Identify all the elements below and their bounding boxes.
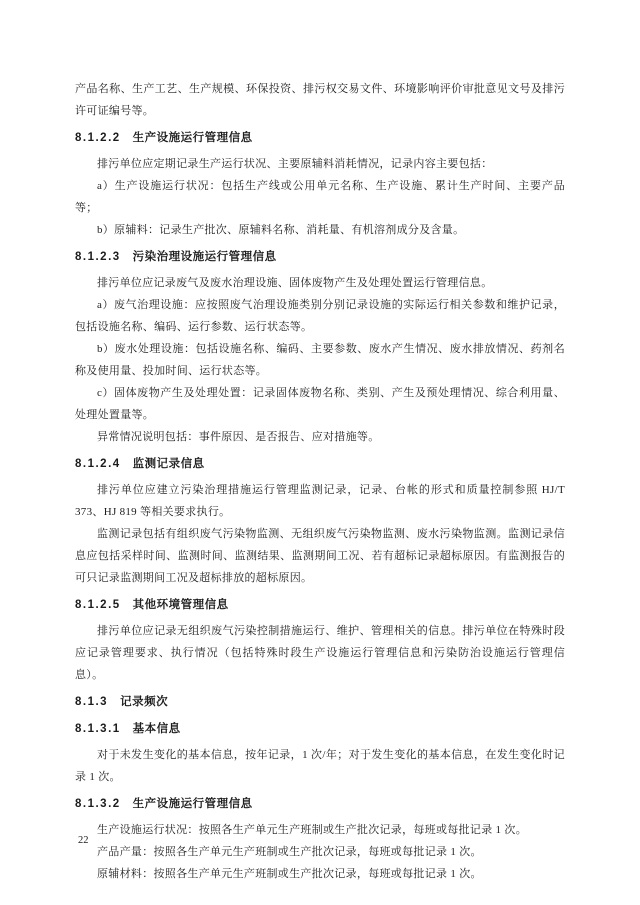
list-item-b: b）废水处理设施：包括设施名称、编码、主要参数、废水产生情况、废水排放情况、药剂名称及使用量、投加时间、运行状态等。	[75, 343, 565, 377]
section-heading-8-1-2-2	[75, 127, 565, 149]
section-heading-8-1-2-4	[75, 453, 565, 475]
paragraph: 排污单位应记录废气及废水治理设施、固体废物产生及处理处置运行管理信息。	[97, 277, 493, 289]
document-body	[75, 78, 565, 885]
section-title: 生产设施运行管理信息	[132, 132, 253, 144]
section-title: 其他环境管理信息	[132, 599, 229, 611]
paragraph-continuation: 产品名称、生产工艺、生产规模、环保投资、排污权交易文件、环境影响评价审批意见文号及排污许可证编号等。	[75, 83, 565, 117]
paragraph: 排污单位应建立污染治理措施运行管理监测记录，记录、台帐的形式和质量控制参照 HJ/T 373、HJ 819 等相关要求执行。	[75, 484, 565, 518]
section-title: 基本信息	[132, 723, 181, 735]
paragraph: 排污单位应定期记录生产运行状况、主要原辅料消耗情况，记录内容主要包括：	[97, 158, 493, 170]
section-title: 生产设施运行管理信息	[132, 798, 253, 810]
section-heading-8-1-3-2	[75, 793, 565, 815]
list-item-a: a）废气治理设施：应按照废气治理设施类别分别记录设施的实际运行相关参数和维护记录，包括设施名称、编码、运行参数、运行状态等。	[75, 299, 565, 333]
section-number: 8.1.2.5	[75, 599, 121, 611]
section-title: 记录频次	[120, 696, 169, 708]
section-title: 监测记录信息	[132, 458, 205, 470]
paragraph: 排污单位应记录无组织废气污染控制措施运行、维护、管理相关的信息。排污单位在特殊时段应记录管理要求、执行情况（包括特殊时段生产设施运行管理信息和污染防治设施运行管理信息）。	[75, 625, 565, 681]
paragraph: 异常情况说明包括：事件原因、是否报告、应对措施等。	[97, 431, 380, 443]
section-title: 污染治理设施运行管理信息	[132, 251, 277, 263]
paragraph: 产品产量：按照各生产单元生产班制或生产批次记录，每班或每批记录 1 次。	[97, 846, 482, 858]
list-item-a: a）生产设施运行状况：包括生产线或公用单元名称、生产设施、累计生产时间、主要产品等；	[75, 180, 565, 214]
section-number: 8.1.3.1	[75, 723, 121, 735]
paragraph: 原辅材料：按照各生产单元生产班制或生产批次记录，每班或每批记录 1 次。	[97, 868, 482, 880]
list-item-c: c）固体废物产生及处理处置：记录固体废物名称、类别、产生及预处理情况、综合利用量、处理处置量等。	[75, 387, 565, 421]
section-heading-8-1-2-5	[75, 594, 565, 616]
section-heading-8-1-3-1	[75, 718, 565, 740]
section-number: 8.1.2.2	[75, 132, 121, 144]
list-item-b: b）原辅料：记录生产批次、原辅料名称、消耗量、有机溶剂成分及含量。	[97, 224, 465, 236]
paragraph: 生产设施运行状况：按照各生产单元生产班制或生产批次记录，每班或每批记录 1 次。	[97, 824, 527, 836]
section-number: 8.1.3.2	[75, 798, 121, 810]
paragraph: 对于未发生变化的基本信息，按年记录，1 次/年；对于发生变化的基本信息，在发生变化时记录 1 次。	[75, 749, 565, 783]
paragraph: 监测记录包括有组织废气污染物监测、无组织废气污染物监测、废水污染物监测。监测记录信息应包括采样时间、监测时间、监测结果、监测期间工况、若有超标记录超标原因。有监测报告的可只记录监测期间工况及超标排放的超标原因。	[75, 528, 565, 584]
section-heading-8-1-2-3	[75, 246, 565, 268]
section-number: 8.1.2.4	[75, 458, 121, 470]
section-heading-8-1-3	[75, 691, 565, 713]
section-number: 8.1.3	[75, 696, 109, 708]
page-number: 22	[78, 835, 89, 846]
section-number: 8.1.2.3	[75, 251, 121, 263]
